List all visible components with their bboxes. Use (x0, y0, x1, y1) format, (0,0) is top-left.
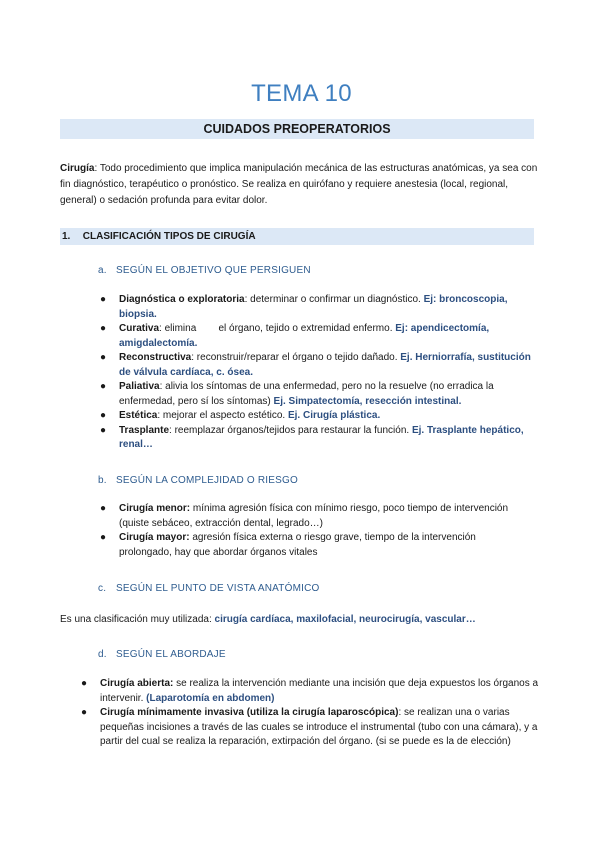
item-example: Ej: broncoscopia, biopsia. (119, 294, 508, 320)
bullet-icon: ● (81, 678, 88, 689)
section-label: CLASIFICACIÓN TIPOS DE CIRUGÍA (82, 231, 256, 242)
subsection-letter: c. (98, 583, 107, 594)
item-example: Ej. Herniorrafía, sustitución de válvula cardíaca, c. ósea. (119, 352, 531, 378)
list-complexity (99, 502, 519, 560)
item-term: Cirugía menor: (119, 503, 191, 514)
item-term: Reconstructiva (119, 352, 192, 363)
bullet-icon: ● (100, 532, 107, 543)
bullet-icon: ● (100, 503, 107, 514)
bullet-icon: ● (100, 410, 107, 421)
page-subtitle: CUIDADOS PREOPERATORIOS (60, 119, 534, 139)
list-item (99, 531, 519, 560)
paragraph-text: Es una clasificación muy utilizada: (60, 614, 215, 625)
item-example: Ej. Cirugía plástica. (287, 410, 381, 421)
intro-paragraph (60, 161, 538, 209)
item-text: mínima agresión física con mínimo riesgo, poco tiempo de intervención (quiste sebáceo, extracción dental, legrado…) (119, 503, 509, 529)
subsection-label: SEGÚN LA COMPLEJIDAD O RIESGO (116, 475, 298, 486)
list-item (99, 293, 539, 322)
list-item (80, 677, 550, 706)
item-text: : mejorar el aspecto estético. (157, 410, 288, 421)
bullet-icon: ● (100, 352, 107, 363)
item-term: Diagnóstica o exploratoria (119, 294, 245, 305)
item-text: : alivia los síntomas de una enfermedad, pero no la resuelve (no erradica la enfermedad, pero sí los síntomas) (119, 381, 494, 407)
subsection-a-heading (98, 265, 311, 276)
anatomic-paragraph (60, 613, 540, 627)
subsection-b-heading (98, 475, 298, 486)
section-number: 1. (62, 231, 71, 242)
list-objective (99, 293, 539, 453)
list-item (99, 380, 539, 409)
subsection-c-heading (98, 583, 320, 594)
item-term: Cirugía mayor: (119, 532, 190, 543)
list-item (99, 409, 539, 424)
item-text: : determinar o confirmar un diagnóstico. (244, 294, 424, 305)
list-item (99, 502, 519, 531)
subsection-label: SEGÚN EL PUNTO DE VISTA ANATÓMICO (116, 583, 320, 594)
list-approach (80, 677, 550, 750)
item-text: : elimina el órgano, tejido o extremidad enfermo. (159, 323, 396, 334)
item-term: Cirugía abierta: (100, 678, 174, 689)
list-item (99, 322, 539, 351)
bullet-icon: ● (100, 381, 107, 392)
list-item (80, 706, 550, 750)
subsection-d-heading (98, 649, 226, 660)
subsection-label: SEGÚN EL ABORDAJE (116, 649, 226, 660)
item-term: Estética (119, 410, 158, 421)
bullet-icon: ● (100, 323, 107, 334)
item-term: Paliativa (119, 381, 160, 392)
item-text: : reconstruir/reparar el órgano o tejido dañado. (191, 352, 401, 363)
item-text: se realiza la intervención mediante una incisión que deja expuestos los órganos a intervenir. (100, 678, 539, 704)
subsection-letter: d. (98, 649, 107, 660)
page-title: TEMA 10 (251, 80, 352, 107)
subsection-label: SEGÚN EL OBJETIVO QUE PERSIGUEN (116, 265, 311, 276)
item-term: Curativa (119, 323, 160, 334)
list-item (99, 351, 539, 380)
item-example: Ej: apendicectomía, amigdalectomía. (119, 323, 490, 349)
item-example: Ej. Simpatectomía, resección intestinal. (273, 395, 462, 407)
intro-term: Cirugía (60, 163, 95, 174)
paragraph-highlight: cirugía cardíaca, maxilofacial, neurocirugía, vascular… (214, 614, 476, 625)
bullet-icon: ● (81, 707, 88, 718)
item-example: (Laparotomía en abdomen) (146, 692, 275, 704)
subsection-letter: b. (98, 475, 107, 486)
subsection-letter: a. (98, 265, 107, 276)
list-item (99, 424, 539, 453)
bullet-icon: ● (100, 294, 107, 305)
section-heading-1 (60, 228, 534, 245)
item-term: Cirugía mínimamente invasiva (utiliza la cirugía laparoscópica) (100, 707, 399, 718)
item-text: : reemplazar órganos/tejidos para restaurar la función. (169, 424, 412, 436)
item-text: agresión física externa o riesgo grave, tiempo de la intervención prolongado, hay que abordar órganos vitales (119, 532, 476, 558)
item-term: Trasplante (119, 424, 170, 436)
bullet-icon: ● (100, 424, 107, 436)
intro-text: : Todo procedimiento que implica manipulación mecánica de las estructuras anatómicas, ya sea con fin diagnóstico, terapéutico o pronóstico. Se realiza en quirófano y requiere anestesia (local, regional, general) o sedación profunda para evitar dolor. (60, 163, 538, 206)
item-example: Ej. Trasplante hepático, renal… (119, 424, 524, 450)
item-text: : se realizan una o varias pequeñas incisiones a través de las cuales se introduce el instrumental (tubo con una cámara), y a partir del cual se realiza la reparación, extirpación del órgano. (si se puede es la de elección) (100, 707, 538, 747)
